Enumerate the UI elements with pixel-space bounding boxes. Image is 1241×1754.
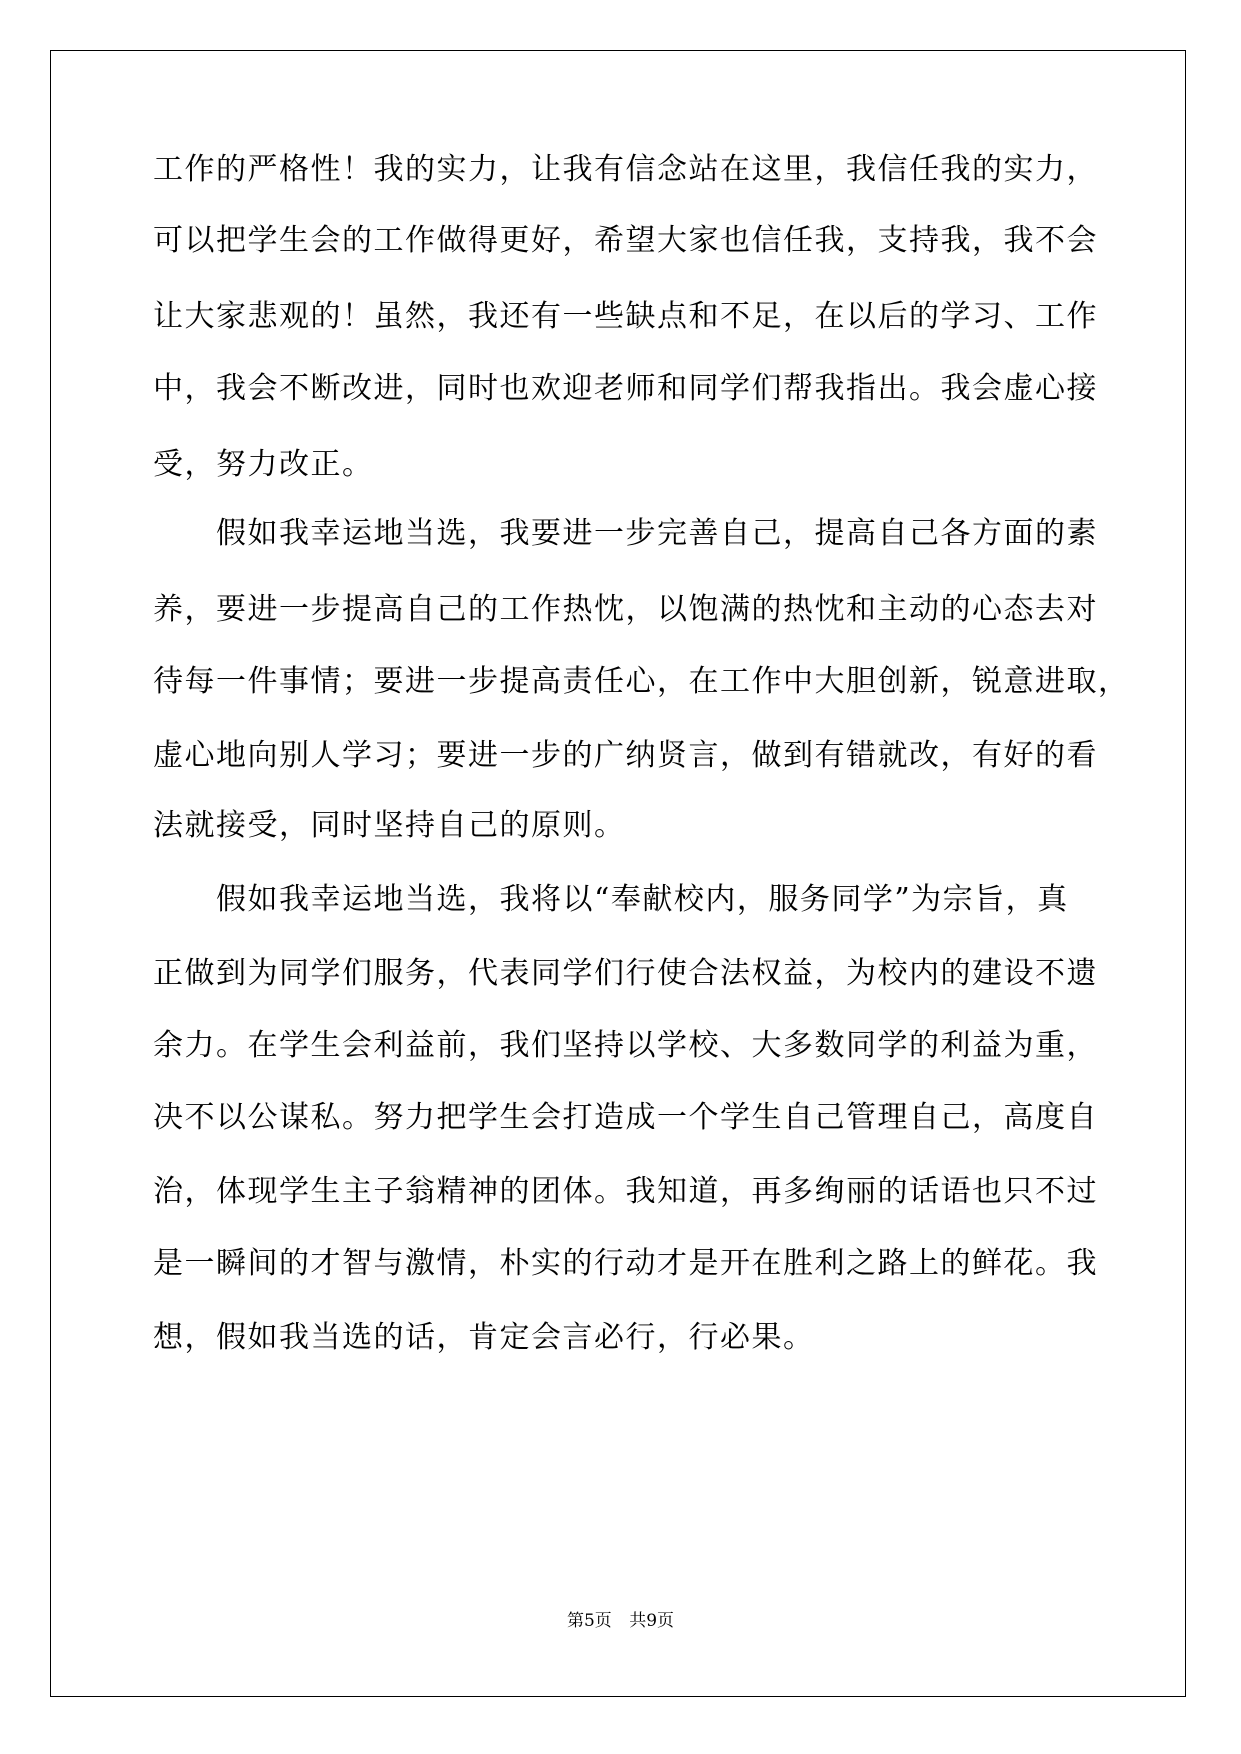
text-line: 想，假如我当选的话，肯定会言必行，行必果。: [153, 1320, 815, 1355]
text-line: 正做到为同学们服务，代表同学们行使合法权益，为校内的建设不遗: [153, 956, 1098, 991]
page-footer: [0, 1606, 1241, 1631]
text-line: 假如我幸运地当选，我要进一步完善自己，提高自己各方面的素: [153, 516, 1098, 551]
text-line: 受，努力改正。: [153, 447, 374, 482]
text-line: 决不以公谋私。努力把学生会打造成一个学生自己管理自己，高度自: [153, 1100, 1098, 1135]
text-line: 待每一件事情；要进一步提高责任心，在工作中大胆创新，锐意进取，: [153, 664, 1130, 699]
text-line: 养，要进一步提高自己的工作热忱，以饱满的热忱和主动的心态去对: [153, 592, 1098, 627]
text-line: 虚心地向别人学习；要进一步的广纳贤言，做到有错就改，有好的看: [153, 738, 1098, 773]
text-line: 治，体现学生主子翁精神的团体。我知道，再多绚丽的话语也只不过: [153, 1174, 1098, 1209]
text-line: 余力。在学生会利益前，我们坚持以学校、大多数同学的利益为重，: [153, 1028, 1098, 1063]
text-line: 假如我幸运地当选，我将以“奉献校内，服务同学”为宗旨，真: [153, 882, 1069, 917]
total-pages: 共9页: [629, 1611, 675, 1631]
text-line: 是一瞬间的才智与激情，朴实的行动才是开在胜利之路上的鲜花。我: [153, 1246, 1098, 1281]
text-line: 工作的严格性！我的实力，让我有信念站在这里，我信任我的实力，: [153, 152, 1098, 187]
text-line: 可以把学生会的工作做得更好，希望大家也信任我，支持我，我不会: [153, 223, 1098, 258]
text-line: 让大家悲观的！虽然，我还有一些缺点和不足，在以后的学习、工作: [153, 299, 1098, 334]
text-line: 法就接受，同时坚持自己的原则。: [153, 808, 626, 843]
current-page-number: 第5页: [566, 1611, 612, 1631]
text-line: 中，我会不断改进，同时也欢迎老师和同学们帮我指出。我会虚心接: [153, 371, 1098, 406]
